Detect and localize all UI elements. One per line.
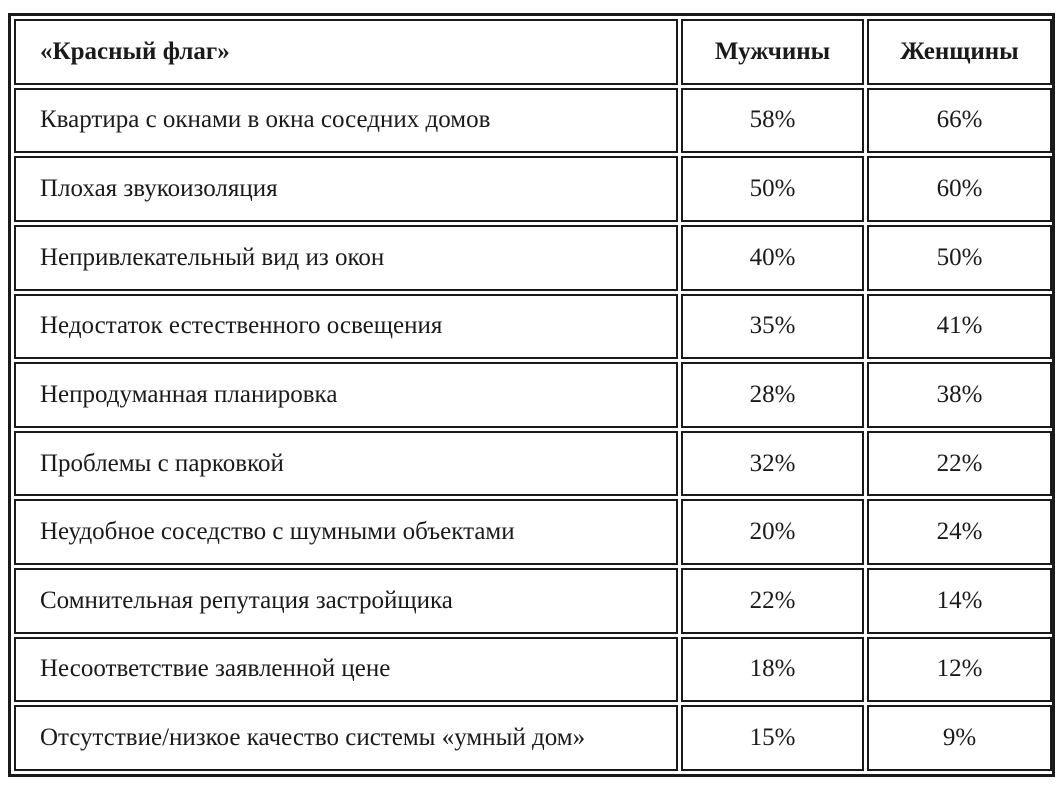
header-men: Мужчины <box>681 19 864 85</box>
row-label: Отсутствие/низкое качество системы «умный дом» <box>14 705 678 771</box>
row-women-value: 24% <box>867 499 1052 565</box>
row-women-value: 12% <box>867 637 1052 703</box>
table-header-row <box>14 19 1052 85</box>
row-men-value: 40% <box>681 225 864 291</box>
table-row <box>14 225 1052 291</box>
table-row <box>14 156 1052 222</box>
row-label: Сомнительная репутация застройщика <box>14 568 678 634</box>
row-men-value: 28% <box>681 362 864 428</box>
row-label: Непродуманная планировка <box>14 362 678 428</box>
table-frame <box>8 13 1055 777</box>
row-label: Недостаток естественного освещения <box>14 294 678 360</box>
row-label: Квартира с окнами в окна соседних домов <box>14 88 678 154</box>
row-women-value: 38% <box>867 362 1052 428</box>
header-flag: «Красный флаг» <box>14 19 678 85</box>
row-men-value: 35% <box>681 294 864 360</box>
row-men-value: 15% <box>681 705 864 771</box>
table-row <box>14 637 1052 703</box>
row-label: Неудобное соседство с шумными объектами <box>14 499 678 565</box>
table-row <box>14 431 1052 497</box>
row-men-value: 32% <box>681 431 864 497</box>
row-men-value: 58% <box>681 88 864 154</box>
table-row <box>14 499 1052 565</box>
table-row <box>14 88 1052 154</box>
red-flags-table <box>11 16 1055 774</box>
table-row <box>14 705 1052 771</box>
row-women-value: 66% <box>867 88 1052 154</box>
row-women-value: 22% <box>867 431 1052 497</box>
row-label: Несоответствие заявленной цене <box>14 637 678 703</box>
row-men-value: 20% <box>681 499 864 565</box>
row-women-value: 9% <box>867 705 1052 771</box>
row-women-value: 41% <box>867 294 1052 360</box>
table-row <box>14 362 1052 428</box>
row-label: Плохая звукоизоляция <box>14 156 678 222</box>
table-row <box>14 294 1052 360</box>
row-women-value: 50% <box>867 225 1052 291</box>
row-men-value: 22% <box>681 568 864 634</box>
row-label: Непривлекательный вид из окон <box>14 225 678 291</box>
row-men-value: 18% <box>681 637 864 703</box>
table-row <box>14 568 1052 634</box>
row-women-value: 60% <box>867 156 1052 222</box>
row-label: Проблемы с парковкой <box>14 431 678 497</box>
header-women: Женщины <box>867 19 1052 85</box>
row-women-value: 14% <box>867 568 1052 634</box>
row-men-value: 50% <box>681 156 864 222</box>
